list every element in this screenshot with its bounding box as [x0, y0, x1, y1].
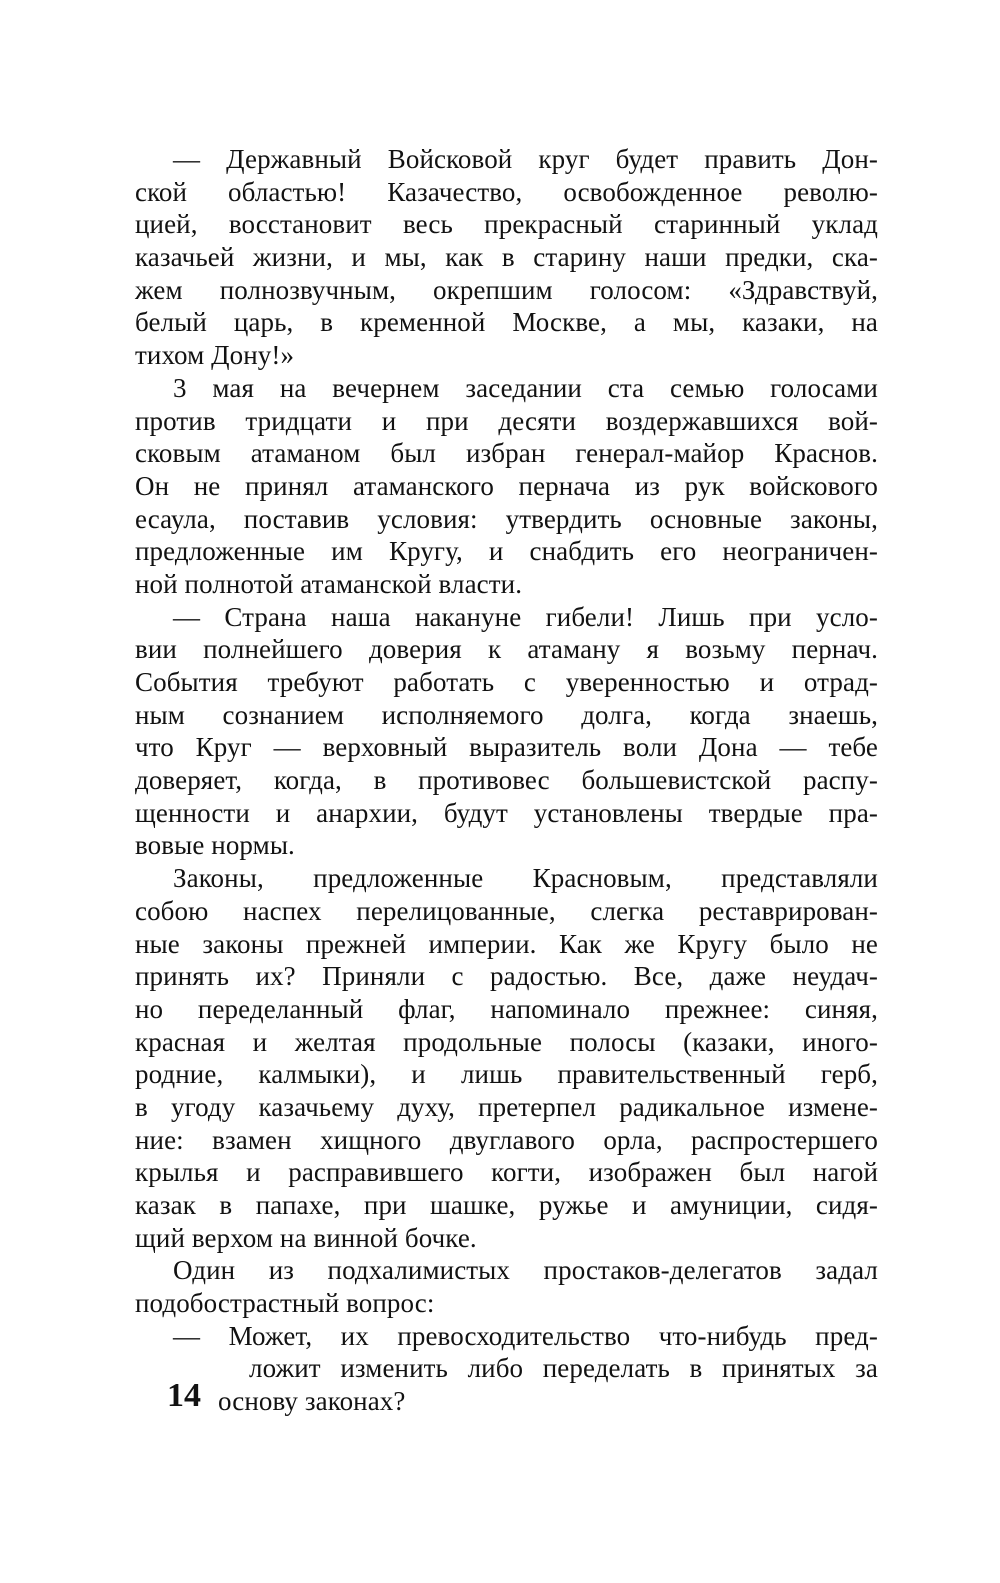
text-line: родние, калмыки), и лишь правительственный герб, — [135, 1059, 878, 1090]
paragraph — [135, 1320, 878, 1418]
text-line: но переделанный флаг, напоминало прежнее: синяя, — [135, 993, 878, 1024]
text-line: ные законы прежней империи. Как же Кругу было не — [135, 928, 878, 959]
text-line: доверяет, когда, в противовес большевистской распу- — [135, 765, 878, 796]
text-line: — Державный Войсковой круг будет править Дон- — [173, 144, 878, 174]
text-line: казак в папахе, при шашке, ружье и амуниции, сидя- — [135, 1190, 878, 1220]
text-line: крылья и расправившего когти, изображен был нагой — [135, 1157, 878, 1188]
text-line: есаула, поставив условия: утвердить основные законы, — [135, 503, 878, 534]
page-text — [135, 143, 878, 1418]
text-line: подобострастный вопрос: — [135, 1288, 435, 1319]
text-line: против тридцати и при десяти воздержавшихся вой- — [135, 405, 878, 436]
text-line: вии полнейшего доверия к атаману я возьму пернач. — [135, 634, 878, 665]
text-line: События требуют работать с уверенностью и отрад- — [135, 667, 878, 697]
text-line: тихом Дону!» — [135, 340, 295, 371]
text-line: казачьей жизни, и мы, как в старину наши предки, ска- — [135, 242, 878, 273]
paragraph — [135, 862, 878, 1254]
page-number: 14 — [167, 1377, 201, 1414]
text-line: ным сознанием исполняемого долга, когда знаешь, — [135, 699, 878, 730]
paragraph — [135, 372, 878, 601]
text-line: принять их? Приняли с радостью. Все, даже неудач- — [135, 961, 878, 992]
text-line: предложенные им Кругу, и снабдить его неограничен- — [135, 536, 878, 567]
text-line: ской областью! Казачество, освобожденное револю- — [135, 176, 878, 207]
paragraph — [135, 143, 878, 372]
text-line: собою наспех перелицованные, слегка реставрирован- — [135, 895, 878, 926]
text-line: ложит изменить либо переделать в принятых за — [249, 1353, 878, 1384]
text-line: Он не принял атаманского пернача из рук войскового — [135, 470, 878, 501]
text-line: что Круг — верховный выразитель воли Дона — тебе — [135, 732, 878, 763]
text-line: — Страна наша накануне гибели! Лишь при усло- — [173, 601, 878, 632]
text-line: цией, восстановит весь прекрасный старинный уклад — [135, 209, 878, 240]
text-line: белый царь, в кременной Москве, а мы, казаки, на — [135, 307, 878, 338]
text-line: ние: взамен хищного двуглавого орла, распростершего — [135, 1124, 878, 1155]
text-line: вовые нормы. — [135, 830, 295, 861]
text-line: щий верхом на винной бочке. — [135, 1222, 477, 1253]
text-line: щенности и анархии, будут установлены твердые пра- — [135, 797, 878, 828]
text-line: ной полнотой атаманской власти. — [135, 568, 523, 599]
text-line: Один из подхалимистых простаков-делегатов задал — [173, 1255, 878, 1286]
text-line: Законы, предложенные Красновым, представляли — [173, 863, 878, 894]
text-line: 3 мая на вечернем заседании ста семью голосами — [173, 372, 878, 403]
text-line: жем полнозвучным, окрепшим голосом: «Здравствуй, — [135, 274, 878, 305]
text-line: красная и желтая продольные полосы (казаки, иного- — [135, 1026, 878, 1057]
text-line: — Может, их превосходительство что-нибудь пред- — [173, 1320, 878, 1351]
text-line: сковым атаманом был избран генерал-майор Краснов. — [135, 438, 878, 469]
text-line: в угоду казачьему духу, претерпел радикальное измене- — [135, 1091, 878, 1122]
paragraph — [135, 601, 878, 863]
text-line: основу законах? — [218, 1386, 406, 1417]
paragraph — [135, 1254, 878, 1319]
